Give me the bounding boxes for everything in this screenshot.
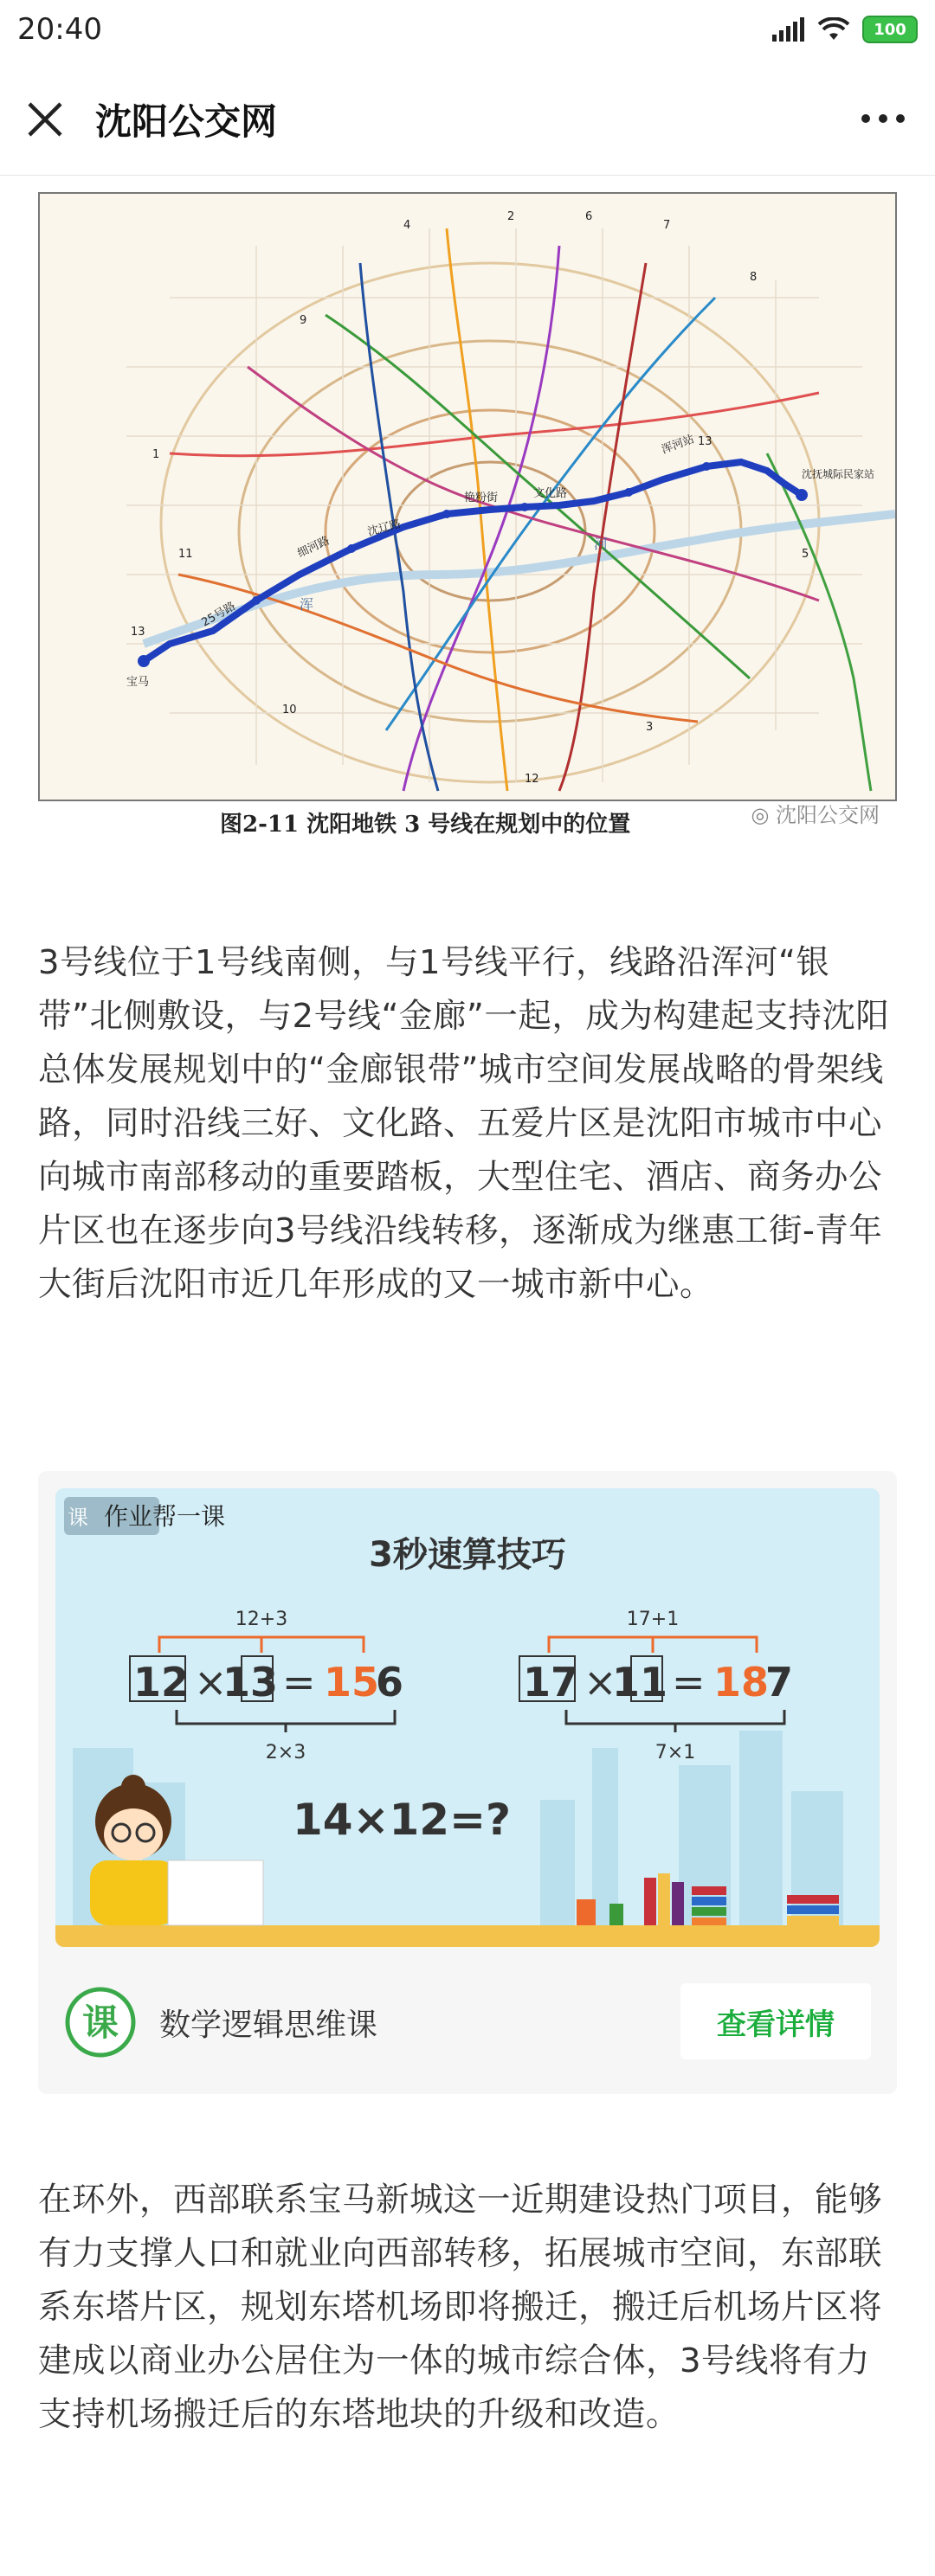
eq2-a: 17 [523, 1659, 579, 1706]
eq2-times: × [584, 1659, 617, 1706]
eq2-bottom-hint: 7×1 [654, 1742, 696, 1763]
watermark-logo-icon: ◎ [751, 803, 776, 827]
ad-brand-name: 作业帮一课 [104, 1502, 226, 1531]
map-label-hunnan: 浑河站 [660, 433, 697, 457]
close-icon[interactable] [24, 99, 66, 140]
ad-brand-badge: 课 [68, 1506, 88, 1530]
laptop-icon [168, 1860, 263, 1925]
wifi-icon [817, 17, 850, 42]
map-num-12: 12 [525, 773, 539, 786]
figure-watermark [751, 798, 880, 828]
ad-course-title: 数学逻辑思维课 [159, 2007, 378, 2043]
cup-icon [577, 1899, 596, 1925]
top-nav-bar [0, 66, 935, 176]
ad-question: 14×12=? [293, 1795, 511, 1845]
eq2-equals: = [672, 1659, 706, 1706]
map-label-shenliao: 沈辽路 [366, 517, 403, 539]
map-label-wenhua: 文化路 [533, 487, 568, 500]
battery-icon: 100 [862, 16, 918, 43]
map-label-river-he: 河 [594, 536, 609, 552]
map-num-11: 11 [178, 548, 193, 561]
map-num-1: 1 [152, 448, 160, 461]
map-label-east-terminal: 沈抚城际民家站 [802, 468, 875, 480]
map-num-10: 10 [282, 703, 297, 716]
map-label-xihe: 细河路 [295, 534, 332, 561]
map-num-2: 2 [507, 210, 515, 223]
map-num-3: 3 [646, 721, 654, 734]
eq2-result-orange: 18 [713, 1659, 770, 1706]
metro-map-svg [40, 194, 895, 800]
eq1-result-orange: 15 [324, 1659, 380, 1706]
eq2-result-tail: 7 [765, 1659, 794, 1706]
ad-logo-icon [64, 1986, 137, 2059]
map-label-baoma: 宝马 [126, 676, 150, 689]
metro-map-figure [38, 192, 897, 850]
eq1-bottom-hint: 2×3 [265, 1742, 306, 1763]
plant-icon [609, 1904, 623, 1925]
eq1-times: × [194, 1659, 228, 1706]
signal-icon [771, 17, 805, 42]
more-options-icon[interactable] [857, 106, 909, 132]
article-paragraph-1: 3号线位于1号线南侧，与1号线平行，线路沿浑河“银带”北侧敷设，与2号线“金廊”一起，成为构建起支持沈阳总体发展规划中的“金廊银带”城市空间发展战略的骨架线路，同时沿线三好、文化路、五爱片区是沈阳市城市中心向城市南部移动的重要踏板，大型住宅、酒店、商务办公片区也在逐步向3号线沿线转移，逐渐成为继惠工街-青年大街后沈阳市近几年形成的又一城市新中心。 [38, 943, 890, 1304]
status-bar [0, 0, 935, 66]
map-num-5: 5 [802, 548, 809, 561]
eq2-b: 11 [612, 1659, 668, 1706]
watermark-text: 沈阳公交网 [776, 803, 880, 827]
map-num-7: 7 [663, 219, 671, 232]
eq1-a: 12 [133, 1659, 190, 1706]
map-num-13a: 13 [131, 626, 145, 639]
figure-caption: 图2-11 沈阳地铁 3 号线在规划中的位置 [220, 812, 631, 838]
map-label-river-hun: 浑 [300, 596, 314, 613]
metro-map-image [38, 192, 897, 801]
eq1-equals: = [282, 1659, 316, 1706]
map-num-9: 9 [300, 314, 307, 327]
eq2-top-hint: 17+1 [626, 1609, 680, 1630]
eq1-b: 13 [222, 1659, 279, 1706]
page-title: 沈阳公交网 [95, 100, 278, 143]
map-label-yanfen: 艳粉街 [464, 491, 499, 504]
ad-logo-text: 课 [81, 2001, 119, 2044]
ad-banner-svg [55, 1488, 880, 1947]
map-num-13b: 13 [698, 435, 713, 448]
eq1-top-hint: 12+3 [235, 1609, 288, 1630]
ad-card[interactable] [38, 1471, 897, 2094]
status-time: 20:40 [17, 12, 102, 47]
status-icons [771, 16, 918, 43]
map-num-8: 8 [750, 271, 758, 284]
ad-headline: 3秒速算技巧 [369, 1535, 566, 1575]
article-paragraph-2: 在环外，西部联系宝马新城这一近期建设热门项目，能够有力支撑人口和就业向西部转移，拓展城市空间，东部联系东塔片区，规划东塔机场即将搬迁，搬迁后机场片区将建成以商业办公居住为一体的城市综合体，3号线将有力支持机场搬迁后的东塔地块的升级和改造。 [38, 2181, 883, 2434]
map-num-6: 6 [585, 210, 593, 223]
eq1-result-tail: 6 [376, 1659, 404, 1706]
map-label-road-25: 25号路 [199, 600, 238, 630]
ad-banner-image[interactable] [55, 1488, 880, 1947]
view-details-button[interactable]: 查看详情 [680, 1983, 871, 2059]
map-num-4: 4 [403, 219, 411, 232]
